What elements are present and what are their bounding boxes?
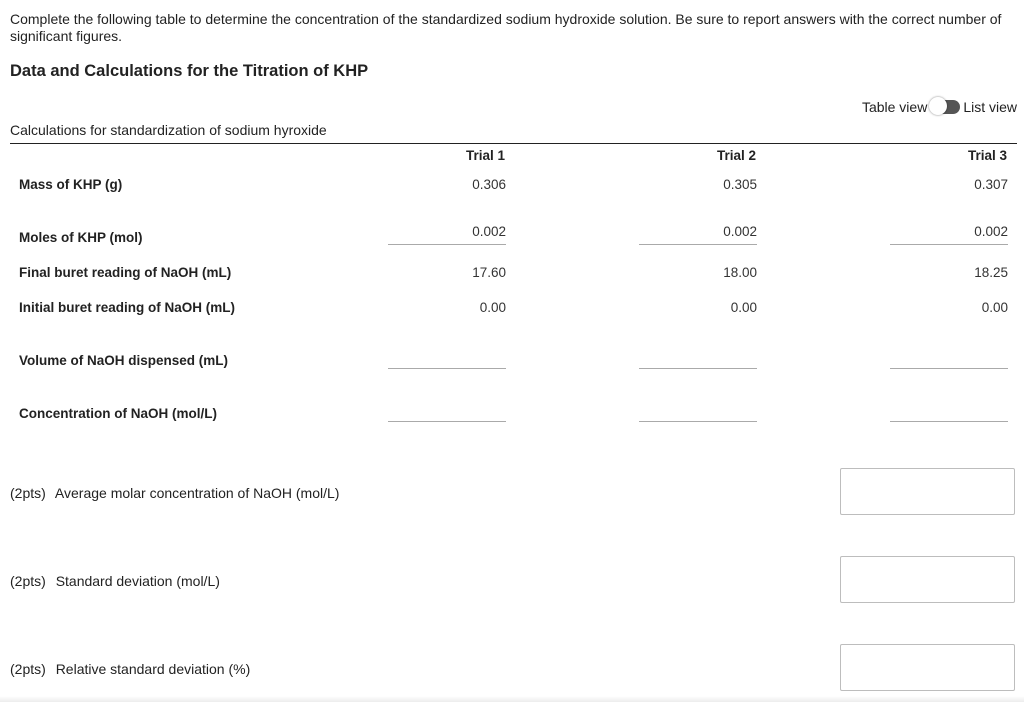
initial-buret-trial-1: 0.00 (479, 300, 506, 315)
column-header-trial-1: Trial 1 (466, 148, 506, 163)
initial-buret-trial-2: 0.00 (730, 300, 757, 315)
question-label: Standard deviation (mol/L) (55, 573, 220, 589)
concentration-naoh-trial-1-underline (388, 421, 506, 422)
view-toggle-switch[interactable] (932, 100, 960, 114)
concentration-naoh-trial-3-underline (890, 421, 1008, 422)
average-concentration-input[interactable] (840, 468, 1015, 515)
list-view-label[interactable]: List view (963, 99, 1017, 115)
row-label-concentration-naoh: Concentration of NaOH (mol/L) (19, 406, 217, 421)
toggle-knob (929, 97, 947, 115)
moles-khp-trial-1-underline (388, 244, 506, 245)
question-standard-deviation (10, 573, 220, 589)
standard-deviation-input[interactable] (840, 556, 1015, 603)
final-buret-trial-1: 17.60 (472, 265, 506, 280)
concentration-naoh-trial-2-underline (639, 421, 757, 422)
moles-khp-trial-2[interactable]: 0.002 (723, 224, 757, 239)
points-label: (2pts) (10, 485, 46, 501)
question-label: Relative standard deviation (%) (55, 661, 251, 677)
row-label-initial-buret: Initial buret reading of NaOH (mL) (19, 300, 236, 315)
page-heading: Data and Calculations for the Titration of KHP (10, 62, 369, 80)
volume-naoh-trial-2-underline (639, 368, 757, 369)
mass-khp-trial-3: 0.307 (974, 177, 1008, 192)
final-buret-trial-3: 18.25 (974, 265, 1008, 280)
initial-buret-trial-3: 0.00 (981, 300, 1008, 315)
mass-khp-trial-1: 0.306 (472, 177, 506, 192)
question-average-concentration (10, 485, 339, 501)
mass-khp-trial-2: 0.305 (723, 177, 757, 192)
question-label: Average molar concentration of NaOH (mol/L) (54, 485, 340, 501)
column-header-trial-2: Trial 2 (717, 148, 757, 163)
column-header-trial-3: Trial 3 (968, 148, 1008, 163)
volume-naoh-trial-1-underline (388, 368, 506, 369)
volume-naoh-trial-3-underline (890, 368, 1008, 369)
table-top-rule (10, 143, 1017, 144)
table-view-label[interactable]: Table view (861, 99, 928, 115)
points-label: (2pts) (10, 573, 46, 589)
view-toggle-group (862, 98, 1017, 116)
bottom-scroll-shadow (0, 696, 1024, 702)
final-buret-trial-2: 18.00 (723, 265, 757, 280)
relative-standard-deviation-input[interactable] (840, 644, 1015, 691)
moles-khp-trial-3-underline (890, 244, 1008, 245)
moles-khp-trial-2-underline (639, 244, 757, 245)
row-label-final-buret: Final buret reading of NaOH (mL) (19, 265, 232, 280)
question-relative-standard-deviation (10, 661, 250, 677)
table-caption: Calculations for standardization of sodium hyroxide (10, 122, 327, 138)
moles-khp-trial-1[interactable]: 0.002 (472, 224, 506, 239)
points-label: (2pts) (10, 661, 46, 677)
moles-khp-trial-3[interactable]: 0.002 (974, 224, 1008, 239)
row-label-mass-khp: Mass of KHP (g) (19, 177, 123, 192)
row-label-volume-naoh: Volume of NaOH dispensed (mL) (19, 353, 229, 368)
instructions-text: Complete the following table to determine the concentration of the standardized sodium hydroxide solution. Be sure to report answers with the correct number of significant figures. (10, 11, 1002, 44)
row-label-moles-khp: Moles of KHP (mol) (19, 230, 143, 245)
